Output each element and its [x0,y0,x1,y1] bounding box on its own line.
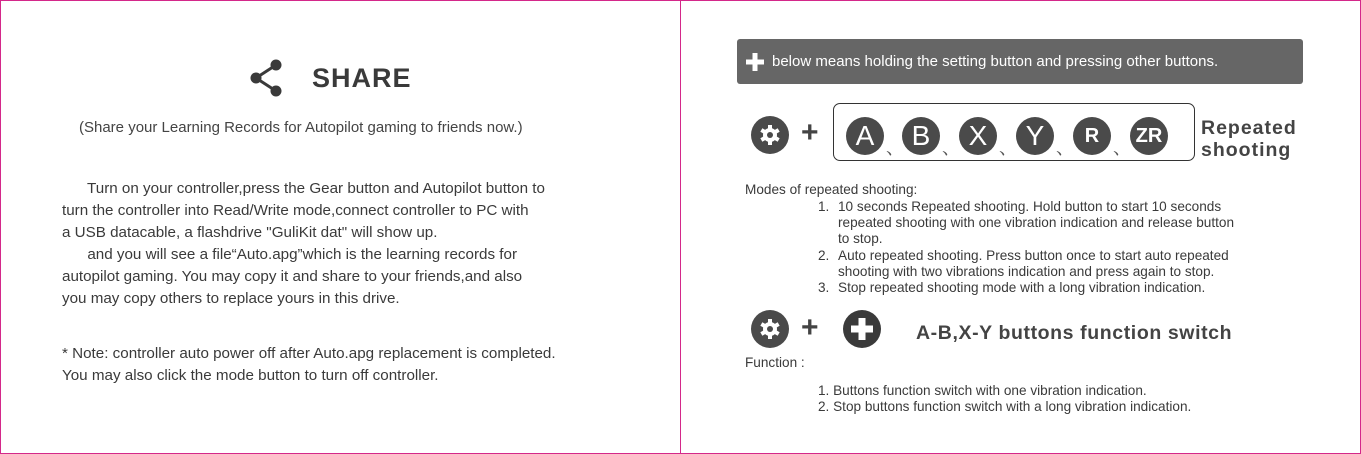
repeated-shooting-label [1201,117,1297,161]
text-line: 2. Stop buttons function switch with a long vibration indication. [818,399,1192,414]
button-a: A [846,117,884,155]
share-icon [248,58,284,98]
banner-text: below means holding the setting button and pressing other buttons. [772,53,1219,70]
center-divider [680,0,681,454]
text-line: * Note: controller auto power off after Auto.apg replacement is completed. [62,345,556,362]
mode-3 [838,280,1205,296]
plus-sign: + [801,116,819,149]
text-line: 10 seconds Repeated shooting. Hold button to start 10 seconds [838,199,1222,214]
button-b: B [902,117,940,155]
instruction-banner [737,39,1303,84]
text-line: shooting with two vibrations indication and press again to stop. [838,264,1215,279]
text-line: Turn on your controller,press the Gear button and Autopilot button to [62,180,545,197]
gear-button-icon [751,310,789,348]
button-x: X [959,117,997,155]
plus-button-icon [843,310,881,348]
gear-button-icon [751,116,789,154]
mode-2 [838,248,1229,280]
mode-1 [838,199,1234,247]
separator: 、 [1113,138,1131,158]
text-line: You may also click the mode button to turn off controller. [62,367,439,384]
text-line: Auto repeated shooting. Press button once to start auto repeated [838,248,1229,263]
function-title: Function : [745,355,805,370]
text-line: repeated shooting with one vibration indication and release button [838,215,1235,230]
text-line: you may copy others to replace yours in this drive. [62,290,400,307]
button-y: Y [1016,117,1054,155]
separator: 、 [999,138,1017,158]
plus-sign: + [801,311,819,344]
modes-title: Modes of repeated shooting: [745,182,918,197]
separator: 、 [942,138,960,158]
text-line: and you will see a file“Auto.apg”which is the learning records for [62,246,518,263]
text-line: turn the controller into Read/Write mode,connect controller to PC with [62,202,529,219]
text-line: Stop repeated shooting mode with a long vibration indication. [838,280,1206,295]
mode-3-number: 3. [818,280,830,295]
switch-label: A-B,X-Y buttons function switch [916,322,1233,344]
label-line: shooting [1201,139,1292,161]
function-list [818,383,1191,415]
subtitle: (Share your Learning Records for Autopilot gaming to friends now.) [79,119,523,136]
page-title: SHARE [312,62,412,93]
separator: 、 [1056,138,1074,158]
mode-1-number: 1. [818,199,830,214]
text-line: autopilot gaming. You may copy it and share to your friends,and also [62,268,523,285]
button-r: R [1073,117,1111,155]
plus-icon [843,310,881,348]
gear-icon [751,310,789,348]
mode-2-number: 2. [818,248,830,263]
text-line: 1. Buttons function switch with one vibration indication. [818,383,1147,398]
separator: 、 [886,138,904,158]
share-heading [248,58,412,98]
plus-icon [746,53,764,71]
text-line: a USB datacable, a flashdrive "GuliKit dat" will show up. [62,224,438,241]
gear-icon [751,116,789,154]
note [62,343,556,387]
label-line: Repeated [1201,117,1297,139]
paragraph-1 [62,178,545,310]
button-zr: ZR [1130,117,1168,155]
text-line: to stop. [838,231,883,246]
